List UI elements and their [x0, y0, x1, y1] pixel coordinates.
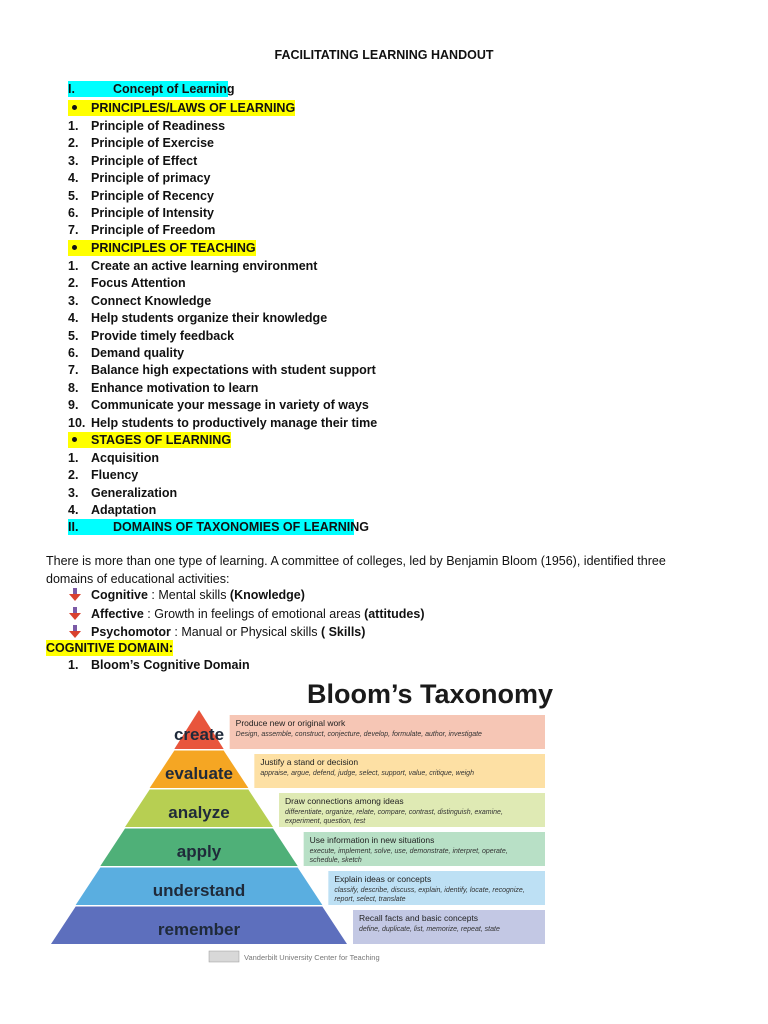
list-text: Help students to productively manage their time: [91, 415, 378, 430]
domain-paren: (Knowledge): [229, 588, 305, 602]
domain-paren: ( Skills): [320, 625, 366, 639]
section-2-title: DOMAINS OF TAXONOMIES OF LEARNING: [113, 520, 370, 534]
principles-laws-heading: [68, 100, 295, 116]
list-number: 1.: [68, 119, 79, 133]
list-text: Adaptation: [91, 503, 157, 518]
pyramid-label-apply: apply: [176, 842, 222, 861]
list-text: Principle of Recency: [91, 188, 214, 203]
section-1-heading: [68, 81, 235, 97]
domain-sep: :: [170, 625, 182, 639]
principles-teaching-heading: [68, 240, 256, 256]
pyramid-label-remember: remember: [157, 920, 241, 939]
list-text: Balance high expectations with student support: [91, 363, 376, 378]
list-number: 7.: [68, 223, 79, 238]
domain-text: [91, 587, 305, 603]
list-text: Create an active learning environment: [91, 259, 318, 273]
list-number: 2.: [68, 276, 79, 291]
list-text: Principle of Freedom: [91, 223, 216, 238]
description-heading: Use information in new situations: [309, 835, 435, 845]
list-number: 8.: [68, 380, 79, 395]
list-text: Focus Attention: [91, 276, 186, 291]
list-number: 5.: [68, 328, 79, 343]
domain-paren: (attitudes): [364, 606, 425, 621]
list-number: 1.: [68, 451, 79, 465]
list-text: Generalization: [91, 485, 178, 500]
bullet-icon: [72, 105, 77, 110]
domain-text: [91, 606, 424, 622]
list-number: 5.: [68, 188, 79, 203]
section-1-numeral: I.: [68, 82, 75, 96]
list-text: Principle of Effect: [91, 153, 198, 168]
list-number: 3.: [68, 293, 79, 308]
description-verbs: appraise, argue, defend, judge, select, support, value, critique, weigh: [260, 770, 474, 777]
cognitive-domain-label: COGNITIVE DOMAIN:: [46, 641, 174, 655]
domain-desc: Mental skills: [158, 588, 230, 602]
section-2-heading: [68, 519, 370, 535]
list-number: 6.: [68, 346, 79, 360]
taxonomy-title: Bloom’s Taxonomy: [306, 679, 554, 709]
domain-sep: :: [147, 588, 159, 602]
bullet-icon: [72, 437, 77, 442]
list-text: Enhance motivation to learn: [91, 380, 259, 395]
description-verbs: define, duplicate, list, memorize, repeat, state: [359, 926, 500, 933]
list-text: Communicate your message in variety of ways: [91, 398, 369, 413]
domain-desc: Growth in feelings of emotional areas: [154, 606, 365, 621]
description-verbs-2: experiment, question, test: [285, 818, 366, 825]
list-number: 7.: [68, 363, 79, 378]
description-verbs: classify, describe, discuss, explain, identify, locate, recognize,: [334, 887, 525, 894]
principles-teaching-heading-text: PRINCIPLES OF TEACHING: [91, 241, 256, 255]
list-text: Help students organize their knowledge: [91, 311, 328, 326]
description-verbs: differentiate, organize, relate, compare, contrast, distinguish, examine,: [285, 809, 503, 816]
pyramid-label-evaluate: evaluate: [164, 764, 234, 783]
license-badge-icon: [209, 951, 239, 962]
list-number: 1.: [68, 658, 79, 672]
pyramid-label-understand: understand: [152, 881, 246, 900]
list-text: Principle of Readiness: [91, 119, 226, 133]
domain-name: Affective: [91, 606, 144, 621]
down-arrow-icon: [68, 607, 82, 621]
domain-name: Psychomotor: [91, 625, 171, 639]
list-text: Principle of primacy: [91, 171, 211, 186]
list-text: Principle of Intensity: [91, 206, 214, 220]
list-number: 9.: [68, 398, 79, 413]
description-verbs: execute, implement, solve, use, demonstrate, interpret, operate,: [309, 848, 508, 855]
pyramid-label-create: create: [173, 725, 225, 744]
description-heading: Recall facts and basic concepts: [359, 913, 479, 923]
page-title: FACILITATING LEARNING HANDOUT: [274, 48, 494, 62]
domain-sep: :: [143, 606, 155, 621]
description-verbs: Design, assemble, construct, conjecture, develop, formulate, author, investigate: [235, 731, 482, 738]
intro-line-1: There is more than one type of learning. A committee of colleges, led by Benjamin Bloom (1956), identified three: [46, 554, 666, 568]
list-number: 3.: [68, 485, 79, 500]
description-heading: Produce new or original work: [235, 718, 346, 728]
section-2-numeral: II.: [68, 520, 79, 534]
description-heading: Draw connections among ideas: [285, 796, 404, 806]
list-text: Demand quality: [91, 346, 185, 360]
description-heading: Explain ideas or concepts: [334, 874, 432, 884]
list-number: 4.: [68, 503, 79, 518]
down-arrow-icon: [68, 625, 82, 639]
list-text: Acquisition: [91, 451, 160, 465]
list-number: 2.: [68, 468, 79, 483]
list-text: Principle of Exercise: [91, 136, 214, 151]
stages-heading-text: STAGES OF LEARNING: [91, 433, 232, 447]
list-text: Bloom’s Cognitive Domain: [91, 658, 250, 672]
bullet-icon: [72, 245, 77, 250]
description-heading: Justify a stand or decision: [260, 757, 359, 767]
domain-text: [91, 624, 365, 640]
list-text: Provide timely feedback: [91, 328, 235, 343]
credit-text: Vanderbilt University Center for Teaching: [244, 953, 380, 962]
list-text: Connect Knowledge: [91, 293, 212, 308]
list-text: Fluency: [91, 468, 139, 483]
down-arrow-icon: [68, 588, 82, 602]
principles-laws-heading-text: PRINCIPLES/LAWS OF LEARNING: [91, 101, 296, 115]
stages-heading: [68, 432, 231, 448]
description-verbs-2: report, select, translate: [334, 896, 406, 903]
list-number: 4.: [68, 311, 79, 326]
list-number: 3.: [68, 153, 79, 168]
list-number: 4.: [68, 171, 79, 186]
pyramid-label-analyze: analyze: [168, 803, 230, 822]
domain-desc: Manual or Physical skills: [181, 625, 321, 639]
domain-name: Cognitive: [91, 588, 148, 602]
intro-line-2: domains of educational activities:: [46, 572, 230, 586]
list-number: 1.: [68, 259, 79, 273]
description-verbs-2: schedule, sketch: [309, 857, 362, 864]
intro-paragraph: [46, 552, 736, 588]
list-number: 2.: [68, 136, 79, 151]
section-1-title: Concept of Learning: [113, 82, 235, 96]
list-number: 10.: [68, 415, 86, 430]
blooms-taxonomy-figure: [0, 670, 768, 970]
list-number: 6.: [68, 206, 79, 220]
